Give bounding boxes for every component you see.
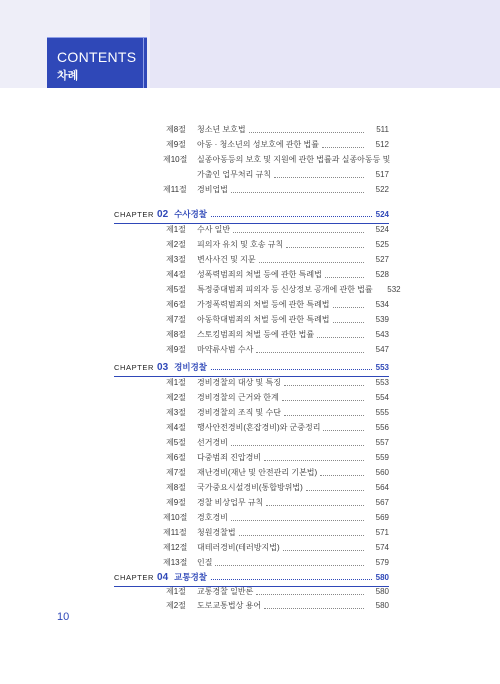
entry-page: 525: [375, 240, 389, 249]
leader-dots: [284, 415, 364, 416]
entry-title: 경비경찰의 근거와 한계: [197, 393, 279, 402]
chapter-number: 02: [157, 208, 169, 220]
leader-dots: [264, 460, 364, 461]
chapter-label: CHAPTER: [114, 362, 155, 372]
leader-dots: [233, 232, 364, 233]
leader-dots: [323, 430, 364, 431]
entry-title: 국가중요시설경비(통합방위법): [197, 483, 303, 492]
toc-entry[interactable]: [166, 284, 401, 296]
entry-title: 교통경찰 일반론: [197, 587, 254, 596]
toc-entry[interactable]: [166, 482, 389, 494]
leader-dots: [333, 307, 364, 308]
page-number: 10: [57, 611, 70, 623]
entry-title: 청원경찰법: [197, 528, 236, 537]
entry-number: 제4절: [166, 270, 186, 279]
leader-dots: [264, 608, 364, 609]
toc-entry[interactable]: [166, 299, 389, 311]
toc-entry[interactable]: [166, 392, 389, 404]
entry-title: 가출인 업무처리 규칙: [197, 170, 271, 179]
leader-dots: [274, 177, 364, 178]
toc-entry[interactable]: [166, 437, 389, 449]
entry-page: 539: [375, 315, 389, 324]
entry-number: 제10절: [163, 513, 188, 522]
entry-page: 553: [375, 378, 389, 387]
leader-dots: [306, 490, 364, 491]
leader-dots: [322, 147, 364, 148]
toc-entry[interactable]: [166, 600, 389, 612]
entry-page: 511: [376, 125, 389, 134]
toc-entry-continued[interactable]: [166, 169, 389, 181]
leader-dots: [249, 132, 364, 133]
entry-number: 제2절: [166, 601, 186, 610]
toc-entry[interactable]: [166, 377, 389, 389]
leader-dots: [231, 520, 364, 521]
toc-entry[interactable]: [166, 422, 389, 434]
entry-title: 도로교통법상 용어: [197, 601, 262, 610]
entry-page: 574: [375, 543, 389, 552]
entry-title: 인질: [197, 558, 213, 567]
entry-page: 569: [375, 513, 389, 522]
entry-page: 547: [375, 345, 389, 354]
entry-number: 제2절: [166, 393, 186, 402]
entry-number: 제10절: [163, 155, 188, 164]
contents-title: CONTENTS: [57, 49, 137, 65]
entry-title: 경비업법: [197, 185, 228, 194]
entry-title: 재난경비(재난 및 안전관리 기본법): [197, 468, 318, 477]
entry-title: 성폭력범죄의 처벌 등에 관한 특례법: [197, 270, 322, 279]
toc-entry[interactable]: [166, 314, 389, 326]
frame-line-right: [143, 37, 144, 88]
entry-number: 제1절: [166, 587, 186, 596]
entry-number: 제7절: [166, 468, 186, 477]
entry-number: 제11절: [163, 528, 187, 537]
entry-page: 579: [375, 558, 389, 567]
toc-entry[interactable]: [166, 467, 389, 479]
toc-entry[interactable]: [166, 452, 389, 464]
toc-entry[interactable]: [166, 139, 389, 151]
chapter-title: 경비경찰: [174, 362, 208, 372]
chapter-page: 553: [375, 362, 389, 372]
entry-page: 555: [375, 408, 389, 417]
entry-title: 특정중대범죄 피의자 등 신상정보 공개에 관한 법률: [197, 285, 373, 294]
header-band-accent: [150, 0, 500, 88]
frame-line-top: [47, 37, 147, 38]
toc-entry[interactable]: [163, 512, 389, 524]
entry-page: 534: [375, 300, 389, 309]
entry-page: 522: [375, 185, 389, 194]
leader-dots: [256, 594, 364, 595]
entry-title: 경비경찰의 대상 및 특징: [197, 378, 281, 387]
entry-page: 554: [375, 393, 389, 402]
chapter-page: 524: [375, 209, 389, 219]
entry-page: 580: [375, 587, 389, 596]
chapter-label: CHAPTER: [114, 209, 155, 219]
entry-number: 제8절: [166, 125, 186, 134]
entry-title: 수사 일반: [197, 225, 231, 234]
entry-number: 제1절: [166, 225, 186, 234]
toc-entry[interactable]: [166, 239, 389, 251]
entry-page: 517: [375, 170, 389, 179]
entry-page: 571: [375, 528, 389, 537]
toc-entry[interactable]: [166, 407, 389, 419]
entry-number: 제3절: [166, 255, 186, 264]
toc-entry[interactable]: [163, 542, 389, 554]
leader-dots: [231, 192, 364, 193]
entry-number: 제9절: [166, 345, 186, 354]
entry-title: 마약류사범 수사: [197, 345, 254, 354]
leader-dots: [239, 535, 364, 536]
entry-title: 아동학대범죄의 처벌 등에 관한 특례법: [197, 315, 330, 324]
entry-number: 제9절: [166, 498, 186, 507]
chapter-title: 수사경찰: [174, 209, 208, 219]
toc-entry[interactable]: [163, 154, 389, 166]
entry-page: 567: [375, 498, 389, 507]
entry-title: 행사안전경비(혼잡경비)와 군중정리: [197, 423, 321, 432]
leader-dots: [283, 550, 364, 551]
toc-entry[interactable]: [166, 269, 389, 281]
leader-dots: [286, 247, 364, 248]
toc-entry[interactable]: [166, 124, 389, 136]
entry-title: 실종아동등의 보호 및 지원에 관한 법률과 실종아동등 및: [197, 155, 391, 164]
entry-number: 제5절: [166, 438, 186, 447]
leader-dots: [317, 337, 364, 338]
toc-entry[interactable]: [166, 329, 389, 341]
leader-dots: [215, 565, 364, 566]
entry-title: 피의자 유치 및 호송 규칙: [197, 240, 284, 249]
entry-page: 564: [375, 483, 389, 492]
leader-dots: [333, 322, 364, 323]
toc-entry[interactable]: [166, 254, 389, 266]
chapter-heading-02[interactable]: [114, 207, 389, 221]
leader-dots: [325, 277, 364, 278]
entry-number: 제8절: [166, 483, 186, 492]
entry-title: 스토킹범죄의 처벌 등에 관한 법률: [197, 330, 315, 339]
chapter-leader-dots: [211, 216, 372, 217]
entry-page: 556: [375, 423, 389, 432]
chapter-label: CHAPTER: [114, 572, 155, 582]
entry-page: 557: [375, 438, 389, 447]
entry-page: 543: [375, 330, 389, 339]
toc-entry[interactable]: [166, 224, 389, 236]
toc-entry[interactable]: [166, 344, 389, 356]
entry-page: 559: [375, 453, 389, 462]
entry-page: 527: [375, 255, 389, 264]
entry-number: 제5절: [166, 285, 186, 294]
entry-page: 524: [375, 225, 389, 234]
leader-dots: [284, 385, 364, 386]
entry-number: 제2절: [166, 240, 186, 249]
entry-title: 다중범죄 진압경비: [197, 453, 262, 462]
entry-page: 560: [375, 468, 389, 477]
entry-number: 제11절: [163, 185, 187, 194]
contents-label-box: [47, 37, 147, 88]
entry-number: 제12절: [163, 543, 188, 552]
toc-entry[interactable]: [163, 184, 389, 196]
chapter-title: 교통경찰: [174, 572, 208, 582]
entry-number: 제13절: [163, 558, 188, 567]
entry-number: 제6절: [166, 300, 186, 309]
entry-number: 제6절: [166, 453, 186, 462]
entry-title: 가정폭력범죄의 처벌 등에 관한 특례법: [197, 300, 330, 309]
entry-page: 512: [375, 140, 389, 149]
chapter-heading-04[interactable]: [114, 570, 389, 584]
toc-entry[interactable]: [166, 586, 389, 598]
contents-subtitle: 차례: [57, 70, 79, 82]
entry-number: 제8절: [166, 330, 186, 339]
entry-number: 제3절: [166, 408, 186, 417]
entry-number: 제9절: [166, 140, 186, 149]
toc-entry[interactable]: [166, 497, 389, 509]
toc-entry[interactable]: [163, 557, 389, 569]
entry-page: 532: [387, 285, 401, 294]
toc-entry[interactable]: [163, 527, 389, 539]
chapter-leader-dots: [211, 579, 372, 580]
entry-title: 청소년 보호법: [197, 125, 246, 134]
entry-title: 아동 · 청소년의 성보호에 관한 법률: [197, 140, 319, 149]
entry-title: 변사사건 및 지문: [197, 255, 256, 264]
entry-page: 580: [375, 601, 389, 610]
chapter-leader-dots: [211, 369, 372, 370]
entry-number: 제7절: [166, 315, 186, 324]
leader-dots: [259, 262, 364, 263]
entry-title: 대테러경비(테러방지법): [197, 543, 280, 552]
chapter-heading-03[interactable]: [114, 360, 389, 374]
chapter-number: 03: [157, 361, 169, 373]
chapter-page: 580: [375, 572, 389, 582]
entry-page: 528: [375, 270, 389, 279]
entry-number: 제4절: [166, 423, 186, 432]
chapter-number: 04: [157, 571, 169, 583]
entry-title: 경비경찰의 조직 및 수단: [197, 408, 281, 417]
leader-dots: [282, 400, 364, 401]
leader-dots: [256, 352, 364, 353]
entry-title: 선거경비: [197, 438, 228, 447]
entry-title: 경호경비: [197, 513, 228, 522]
entry-title: 경찰 비상업무 규칙: [197, 498, 264, 507]
leader-dots: [320, 475, 364, 476]
leader-dots: [231, 445, 364, 446]
leader-dots: [266, 505, 364, 506]
entry-number: 제1절: [166, 378, 186, 387]
